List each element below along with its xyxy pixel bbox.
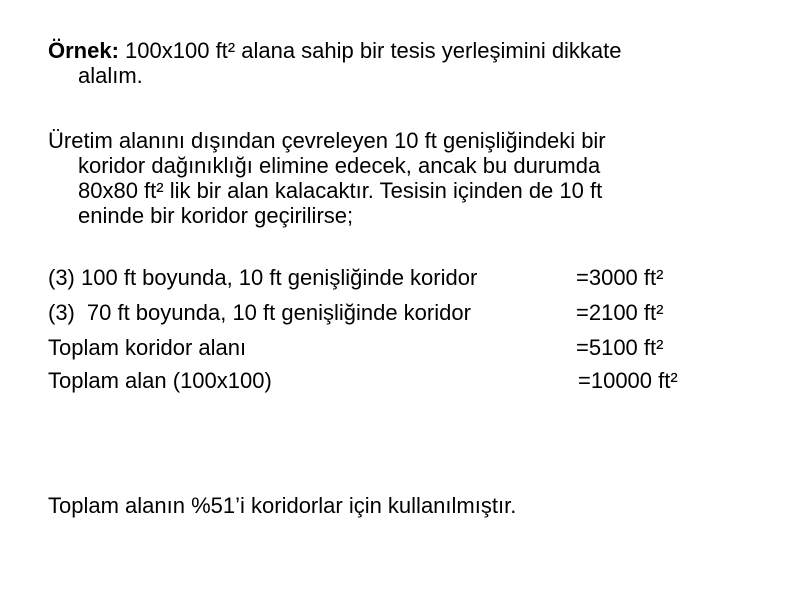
calc-row-4-value: =10000 ft²	[578, 368, 678, 393]
calc-row-2-prefix: (3)	[48, 300, 75, 325]
conclusion	[48, 492, 768, 520]
calc-row-1-label	[48, 264, 477, 292]
corridor-line-4: eninde bir koridor geçirilirse;	[78, 203, 354, 228]
calc-row-2	[48, 299, 768, 327]
corridor-line-1: Üretim alanını dışından çevreleyen 10 ft genişliğindeki bir	[48, 128, 606, 153]
calc-row-3-value: =5100 ft²	[576, 335, 664, 360]
example-paragraph	[48, 38, 768, 88]
calc-row-2-label	[48, 299, 471, 327]
calc-row-2-text: 70 ft boyunda, 10 ft genişliğinde koridor	[86, 300, 471, 325]
calc-row-1-prefix: (3)	[48, 265, 75, 290]
example-label: Örnek:	[48, 38, 119, 63]
conclusion-text: Toplam alanın %51’i koridorlar için kullanılmıştır.	[48, 493, 517, 518]
example-line-1	[48, 38, 768, 63]
corridor-paragraph	[48, 128, 768, 228]
calc-row-4	[48, 367, 768, 395]
calc-row-1-value: =3000 ft²	[576, 265, 664, 290]
corridor-line-2: koridor dağınıklığı elimine edecek, ancak bu durumda	[78, 153, 601, 178]
calc-row-3-text: Toplam koridor alanı	[48, 335, 247, 360]
calc-row-3	[48, 334, 768, 362]
calc-row-4-text: Toplam alan (100x100)	[48, 368, 272, 393]
corridor-line-3: 80x80 ft² lik bir alan kalacaktır. Tesisin içinden de 10 ft	[78, 178, 603, 203]
calc-row-1	[48, 264, 768, 292]
example-text-1: 100x100 ft² alana sahip bir tesis yerleşimini dikkate	[125, 38, 622, 63]
calc-row-1-text: 100 ft boyunda, 10 ft genişliğinde koridor	[81, 265, 478, 290]
example-text-2: alalım.	[78, 63, 143, 88]
calc-row-2-value: =2100 ft²	[576, 300, 664, 325]
